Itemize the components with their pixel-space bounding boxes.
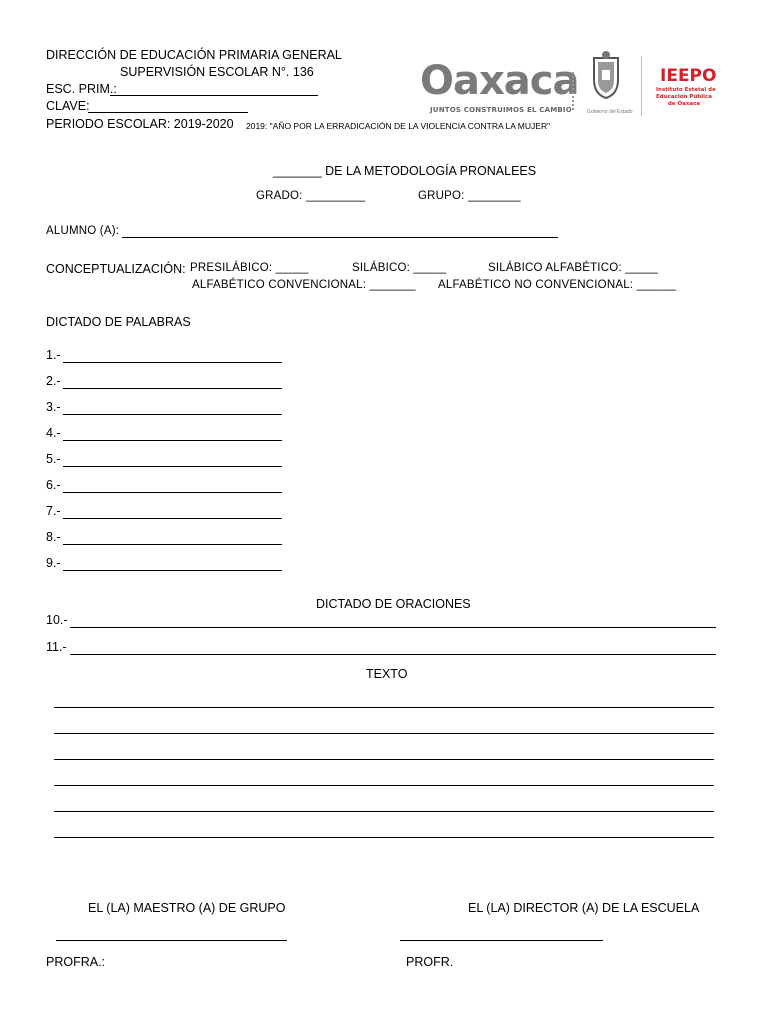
option-silabico[interactable]: SILÁBICO: _____ xyxy=(352,262,447,274)
clave-line[interactable] xyxy=(88,112,248,113)
header-direccion: DIRECCIÓN DE EDUCACIÓN PRIMARIA GENERAL xyxy=(46,48,342,62)
texto-line[interactable] xyxy=(54,733,714,734)
maestro-label: EL (LA) MAESTRO (A) DE GRUPO xyxy=(88,901,286,915)
option-presilabico[interactable]: PRESILÁBICO: _____ xyxy=(190,262,309,274)
word-line[interactable] xyxy=(63,570,282,571)
word-line[interactable] xyxy=(63,388,282,389)
header-periodo: PERIODO ESCOLAR: 2019-2020 xyxy=(46,117,234,131)
word-item-number: 6.- xyxy=(46,478,61,492)
oaxaca-logo: Oaxaca xyxy=(420,58,579,104)
profr-label: PROFR. xyxy=(406,955,454,969)
director-signature-line[interactable] xyxy=(400,940,603,941)
texto-line[interactable] xyxy=(54,811,714,812)
ieepo-fullname: Instituto Estatal de Educación Pública de Oaxaca xyxy=(656,87,716,107)
word-item-number: 2.- xyxy=(46,374,61,388)
sentence-line[interactable] xyxy=(70,654,716,655)
state-seal-icon xyxy=(586,50,626,100)
grupo-field[interactable]: GRUPO: ________ xyxy=(418,190,521,202)
option-silabico-alfabetico[interactable]: SILÁBICO ALFABÉTICO: _____ xyxy=(488,262,659,274)
grado-field[interactable]: GRADO: _________ xyxy=(256,190,366,202)
option-alfabetico-convencional[interactable]: ALFABÉTICO CONVENCIONAL: _______ xyxy=(192,279,416,291)
word-item-number: 8.- xyxy=(46,530,61,544)
header-esc-prim: ESC. PRIM.: xyxy=(46,82,117,96)
profra-label: PROFRA.: xyxy=(46,955,106,969)
word-line[interactable] xyxy=(63,544,282,545)
director-label: EL (LA) DIRECTOR (A) DE LA ESCUELA xyxy=(468,901,700,915)
oaxaca-slogan: JUNTOS CONSTRUIMOS EL CAMBIO xyxy=(430,106,572,114)
header-lema: 2019: "AÑO POR LA ERRADICACIÓN DE LA VIOLENCIA CONTRA LA MUJER" xyxy=(246,121,551,131)
word-item-number: 4.- xyxy=(46,426,61,440)
ieepo-logo: IEEPO xyxy=(660,66,717,86)
logo-dots xyxy=(572,72,578,110)
esc-prim-line[interactable] xyxy=(110,95,318,96)
dictado-oraciones-title: DICTADO DE ORACIONES xyxy=(316,597,471,611)
header-supervision: SUPERVISIÓN ESCOLAR N°. 136 xyxy=(120,65,314,79)
option-alfabetico-no-convencional[interactable]: ALFABÉTICO NO CONVENCIONAL: ______ xyxy=(438,279,677,291)
texto-line[interactable] xyxy=(54,837,714,838)
logo-divider xyxy=(641,56,642,116)
word-line[interactable] xyxy=(63,466,282,467)
word-line[interactable] xyxy=(63,518,282,519)
word-item-number: 1.- xyxy=(46,348,61,362)
sentence-line[interactable] xyxy=(70,627,716,628)
word-line[interactable] xyxy=(63,414,282,415)
gobierno-label: Gobierno del Estado xyxy=(587,109,633,115)
texto-line[interactable] xyxy=(54,707,714,708)
word-line[interactable] xyxy=(63,440,282,441)
texto-title: TEXTO xyxy=(366,667,408,681)
alumno-line[interactable] xyxy=(122,237,558,238)
sentence-item-number: 10.- xyxy=(46,613,68,627)
conceptualizacion-label: CONCEPTUALIZACIÓN: xyxy=(46,262,186,276)
dictado-palabras-title: DICTADO DE PALABRAS xyxy=(46,315,191,329)
word-item-number: 3.- xyxy=(46,400,61,414)
header-clave: CLAVE: xyxy=(46,99,90,113)
texto-line[interactable] xyxy=(54,759,714,760)
alumno-label: ALUMNO (A): xyxy=(46,225,120,237)
word-line[interactable] xyxy=(63,492,282,493)
word-item-number: 9.- xyxy=(46,556,61,570)
word-item-number: 5.- xyxy=(46,452,61,466)
word-item-number: 7.- xyxy=(46,504,61,518)
word-line[interactable] xyxy=(63,362,282,363)
form-title: _______ DE LA METODOLOGÍA PRONALEES xyxy=(273,164,537,178)
texto-line[interactable] xyxy=(54,785,714,786)
sentence-item-number: 11.- xyxy=(46,640,67,654)
maestro-signature-line[interactable] xyxy=(56,940,287,941)
